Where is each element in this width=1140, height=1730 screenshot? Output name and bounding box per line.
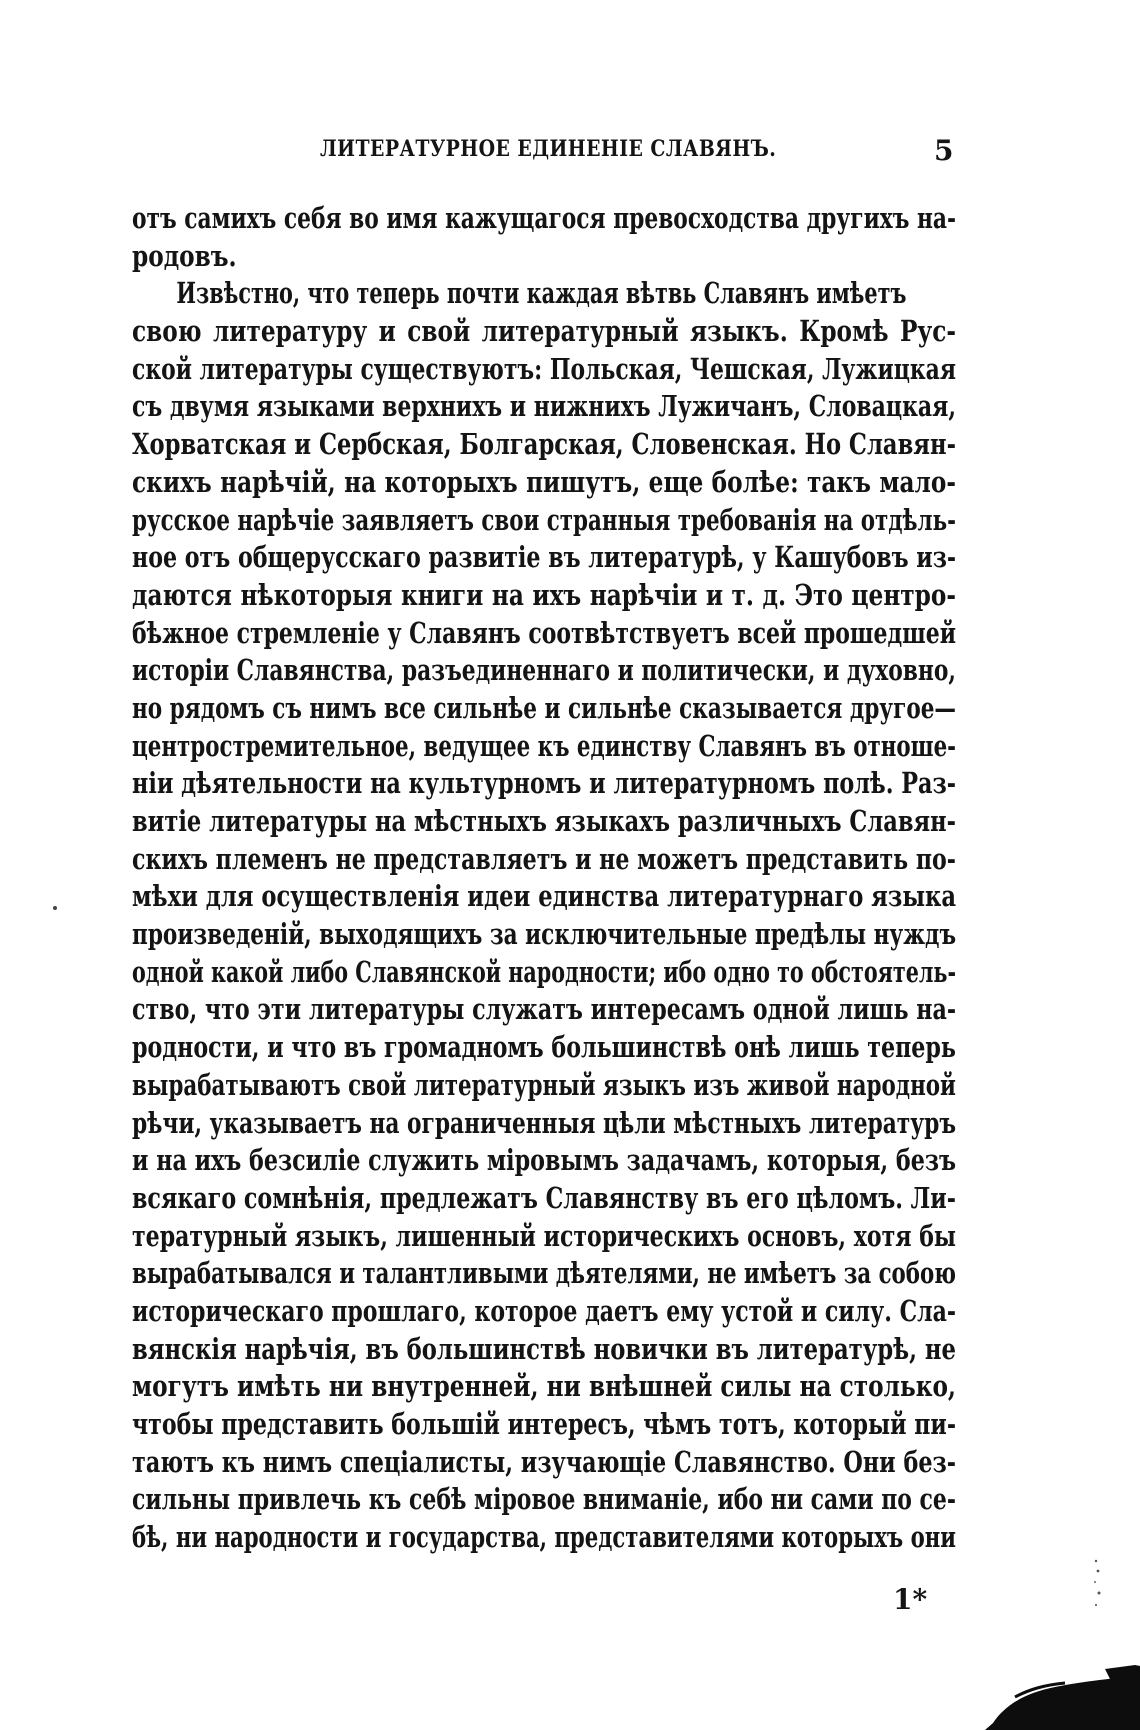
text-line <box>132 464 956 502</box>
page-number: 5 <box>934 134 954 167</box>
edge-ink-dots <box>1090 1555 1104 1615</box>
text-line <box>132 539 956 577</box>
signature-mark: 1* <box>893 1583 928 1616</box>
text-line-content: скихъ племенъ не представляетъ и не можетъ представить по- <box>132 841 956 876</box>
text-line <box>132 1406 956 1444</box>
text-line <box>132 577 956 615</box>
text-line <box>132 313 956 351</box>
running-title: ЛИТЕРАТУРНОЕ ЕДИНЕНІЕ СЛАВЯНЪ. <box>320 136 777 162</box>
text-line-content: вырабатывался и талантливыми дѣятелями, не имѣетъ за собою <box>132 1256 956 1291</box>
text-line-content: сильны привлечь къ себѣ міровое вниманіе, ибо ни сами по се- <box>132 1482 956 1517</box>
text-line-content: исторіи Славянства, разъединеннаго и политически, и духовно, <box>132 653 956 688</box>
text-line-content: даются нѣкоторыя книги на ихъ нарѣчіи и т. д. Это центро- <box>132 577 956 612</box>
text-line-content: таютъ къ нимъ спеціалисты, изучающіе Славянство. Они без- <box>132 1444 956 1479</box>
text-line-content: Извѣстно, что теперь почти каждая вѣтвь Славянъ имѣетъ <box>176 276 907 311</box>
body-text <box>132 200 956 1557</box>
text-line <box>132 1218 956 1256</box>
text-line-content: родности, и что въ громадномъ большинствѣ онѣ лишь теперь <box>132 1030 956 1065</box>
text-line <box>132 426 956 464</box>
text-line <box>132 275 956 313</box>
text-line-content: Хорватская и Сербская, Болгарская, Словенская. Но Славян- <box>132 427 956 462</box>
text-line <box>132 1255 956 1293</box>
text-line-content: одной какой либо Славянской народности; ибо одно то обстоятель- <box>132 954 956 989</box>
text-line-content: чтобы представить большій интересъ, чѣмъ тотъ, который пи- <box>132 1407 956 1441</box>
text-line-content: могутъ имѣть ни внутренней, ни внѣшней силы на столько, <box>132 1369 956 1404</box>
text-line <box>132 1368 956 1406</box>
text-line-content: скихъ нарѣчій, на которыхъ пишутъ, еще болѣе: такъ мало- <box>132 464 956 499</box>
text-line <box>132 765 956 803</box>
text-line <box>132 351 956 389</box>
text-line <box>132 1105 956 1143</box>
text-line-content: бѣ, ни народности и государства, представителями которыхъ они <box>132 1520 956 1555</box>
text-line <box>132 1029 956 1067</box>
text-line-content: и на ихъ безсиліе служить міровымъ задачамъ, которыя, безъ <box>132 1143 956 1178</box>
text-line-content: рѣчи, указываетъ на ограниченныя цѣли мѣстныхъ литературъ <box>132 1105 956 1140</box>
text-line-content: вырабатываютъ свой литературный языкъ изъ живой народной <box>132 1067 956 1102</box>
edge-ink-blot <box>985 1635 1140 1730</box>
text-line <box>132 1067 956 1105</box>
text-line <box>132 878 956 916</box>
text-line <box>132 1481 956 1519</box>
text-line-content: съ двумя языками верхнихъ и нижнихъ Лужичанъ, Словацкая, <box>132 389 956 424</box>
text-line-content: историческаго прошлаго, которое даетъ ему устой и силу. Сла- <box>132 1293 956 1328</box>
text-line <box>132 238 956 276</box>
text-line-content: ской литературы существуютъ: Польская, Чешская, Лужицкая <box>132 351 956 386</box>
ink-speck <box>53 906 57 910</box>
text-line <box>132 200 956 238</box>
text-line-content: ніи дѣятельности на культурномъ и литературномъ полѣ. Раз- <box>132 766 956 801</box>
text-line <box>132 690 956 728</box>
text-line-content: всякаго сомнѣнія, предлежатъ Славянству въ его цѣломъ. Ли- <box>132 1180 956 1215</box>
text-line-content: ное отъ общерусскаго развитіе въ литературѣ, у Кашубовъ из- <box>132 540 956 575</box>
text-line <box>132 615 956 653</box>
text-line-content: тературный языкъ, лишенный историческихъ основъ, хотя бы <box>132 1218 956 1253</box>
text-line <box>132 1444 956 1482</box>
text-line-content: произведеній, выходящихъ за исключительные предѣлы нуждъ <box>132 917 956 952</box>
text-line <box>132 502 956 540</box>
text-line <box>132 991 956 1029</box>
text-line-content: русское нарѣчіе заявляетъ свои странныя требованія на отдѣль- <box>132 502 956 537</box>
text-line <box>132 388 956 426</box>
text-line <box>132 803 956 841</box>
text-line-content: ство, что эти литературы служатъ интересамъ одной лишь на- <box>132 992 956 1027</box>
text-line-content: родовъ. <box>132 238 237 273</box>
text-line <box>132 916 956 954</box>
text-line <box>132 841 956 879</box>
text-line <box>132 728 956 766</box>
text-line-content: но рядомъ съ нимъ все сильнѣе и сильнѣе сказывается другое— <box>132 690 956 725</box>
text-line-content: вянскія нарѣчія, въ большинствѣ новички въ литературѣ, не <box>132 1331 956 1366</box>
text-line-content: центростремительное, ведущее къ единству Славянъ въ отноше- <box>132 728 956 763</box>
text-line-content: свою литературу и свой литературный языкъ. Кромѣ Рус- <box>132 314 956 349</box>
text-line <box>132 652 956 690</box>
text-line-content: мѣхи для осуществленія идеи единства литературнаго языка <box>132 879 956 914</box>
text-line-content: отъ самихъ себя во имя кажущагося превосходства другихъ на- <box>132 201 956 235</box>
text-line <box>132 1519 956 1557</box>
text-line <box>132 954 956 992</box>
text-line <box>132 1293 956 1331</box>
text-line-content: бѣжное стремленіе у Славянъ соотвѣтствуетъ всей прошедшей <box>132 615 956 650</box>
text-line-content: витіе литературы на мѣстныхъ языкахъ различныхъ Славян- <box>132 804 956 838</box>
text-line <box>132 1142 956 1180</box>
text-line <box>132 1180 956 1218</box>
text-line <box>132 1331 956 1369</box>
